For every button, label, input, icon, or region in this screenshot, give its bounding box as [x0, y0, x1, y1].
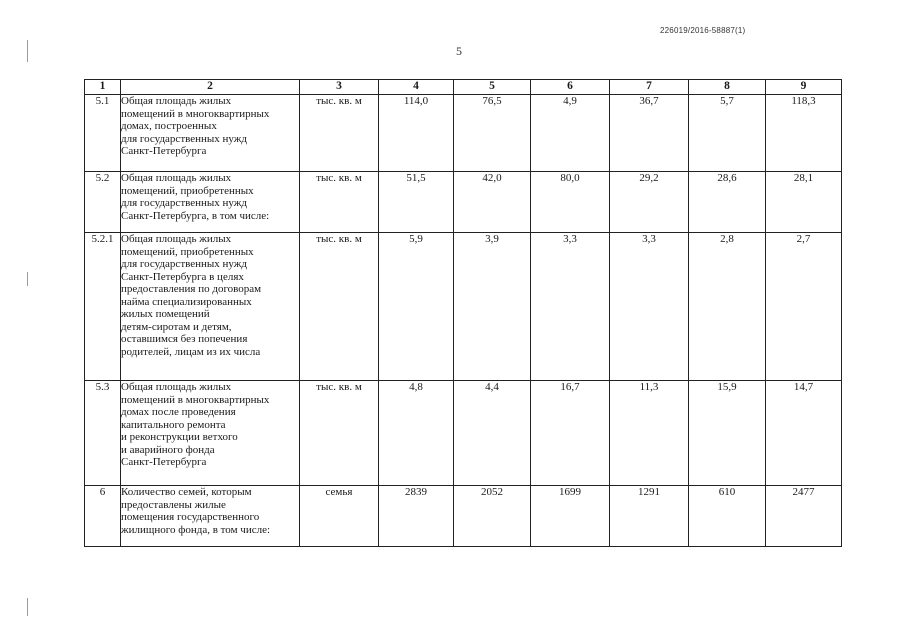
- indicator-line: помещений, приобретенных: [121, 184, 254, 197]
- indicator-line: жилищного фонда, в том числе:: [121, 523, 271, 536]
- value-cell: 4,4: [454, 381, 531, 486]
- value-cell: 118,3: [766, 95, 842, 172]
- row-number: 5.2: [85, 172, 121, 233]
- column-header: 4: [379, 80, 454, 95]
- value-cell: 2,8: [689, 233, 766, 381]
- indicator-line: жилых помещений: [121, 308, 210, 320]
- value-cell: 15,9: [689, 381, 766, 486]
- column-header: 1: [85, 80, 121, 95]
- column-header: 8: [689, 80, 766, 95]
- value-cell: 1699: [531, 486, 610, 547]
- value-cell: 28,1: [766, 172, 842, 233]
- value-cell: 14,7: [766, 381, 842, 486]
- margin-mark: [27, 40, 28, 62]
- indicator-cell: [121, 381, 300, 486]
- indicator-line: для государственных нужд: [121, 197, 247, 209]
- value-cell: 2839: [379, 486, 454, 547]
- document-id: 226019/2016-58887(1): [660, 26, 746, 35]
- table-row: [85, 486, 842, 547]
- value-cell: 5,9: [379, 233, 454, 381]
- row-number: 5.2.1: [85, 233, 121, 381]
- column-header: 3: [300, 80, 379, 95]
- indicator-line: Количество семей, которым: [121, 486, 252, 498]
- indicator-line: Санкт-Петербурга в целях: [121, 270, 244, 283]
- value-cell: 28,6: [689, 172, 766, 233]
- value-cell: 4,8: [379, 381, 454, 486]
- value-cell: 114,0: [379, 95, 454, 172]
- indicator-line: предоставления по договорам: [121, 283, 262, 295]
- indicator-line: домах после проведения: [121, 406, 236, 418]
- unit-cell: тыс. кв. м: [300, 381, 379, 486]
- value-cell: 2052: [454, 486, 531, 547]
- indicator-line: помещений в многоквартирных: [121, 107, 270, 120]
- margin-mark: [27, 272, 28, 286]
- indicator-line: предоставлены жилые: [121, 498, 226, 511]
- value-cell: 4,9: [531, 95, 610, 172]
- column-header: 7: [610, 80, 689, 95]
- table-row: [85, 95, 842, 172]
- value-cell: 3,9: [454, 233, 531, 381]
- value-cell: 76,5: [454, 95, 531, 172]
- column-header: 6: [531, 80, 610, 95]
- unit-cell: семья: [300, 486, 379, 547]
- page-number: 5: [456, 44, 462, 58]
- indicator-line: Общая площадь жилых: [121, 95, 232, 107]
- indicator-line: Санкт-Петербурга: [121, 456, 207, 468]
- indicator-line: Санкт-Петербурга: [121, 145, 207, 157]
- value-cell: 80,0: [531, 172, 610, 233]
- indicator-line: помещений, приобретенных: [121, 245, 254, 258]
- value-cell: 51,5: [379, 172, 454, 233]
- indicator-line: и аварийного фонда: [121, 443, 215, 456]
- indicator-cell: [121, 233, 300, 381]
- value-cell: 16,7: [531, 381, 610, 486]
- indicator-line: помещений в многоквартирных: [121, 393, 270, 406]
- indicator-cell: [121, 486, 300, 547]
- value-cell: 5,7: [689, 95, 766, 172]
- value-cell: 2,7: [766, 233, 842, 381]
- indicator-cell: [121, 172, 300, 233]
- column-header: 5: [454, 80, 531, 95]
- indicator-line: Общая площадь жилых: [121, 381, 232, 393]
- value-cell: 2477: [766, 486, 842, 547]
- indicator-cell: [121, 95, 300, 172]
- row-number: 5.3: [85, 381, 121, 486]
- indicator-line: для государственных нужд: [121, 132, 247, 145]
- row-number: 5.1: [85, 95, 121, 172]
- indicator-line: родителей, лицам из их числа: [121, 345, 261, 358]
- value-cell: 1291: [610, 486, 689, 547]
- column-header: 2: [121, 80, 300, 95]
- margin-mark: [27, 598, 28, 616]
- indicator-line: Санкт-Петербурга, в том числе:: [121, 209, 270, 222]
- value-cell: 11,3: [610, 381, 689, 486]
- value-cell: 42,0: [454, 172, 531, 233]
- indicator-line: домах, построенных: [121, 120, 217, 132]
- value-cell: 3,3: [531, 233, 610, 381]
- indicator-line: найма специализированных: [121, 295, 252, 308]
- indicator-line: оставшимся без попечения: [121, 333, 248, 345]
- value-cell: 36,7: [610, 95, 689, 172]
- indicator-line: помещения государственного: [121, 511, 260, 523]
- value-cell: 610: [689, 486, 766, 547]
- column-header: 9: [766, 80, 842, 95]
- row-number: 6: [85, 486, 121, 547]
- indicator-line: Общая площадь жилых: [121, 233, 232, 245]
- unit-cell: тыс. кв. м: [300, 172, 379, 233]
- indicator-line: Общая площадь жилых: [121, 172, 232, 184]
- unit-cell: тыс. кв. м: [300, 233, 379, 381]
- value-cell: 3,3: [610, 233, 689, 381]
- unit-cell: тыс. кв. м: [300, 95, 379, 172]
- table-row: [85, 381, 842, 486]
- indicator-line: и реконструкции ветхого: [121, 431, 238, 443]
- indicator-line: капитального ремонта: [121, 418, 226, 431]
- data-table: [84, 79, 842, 547]
- table-row: [85, 172, 842, 233]
- header-row: [85, 80, 842, 95]
- indicator-line: детям-сиротам и детям,: [121, 320, 232, 333]
- value-cell: 29,2: [610, 172, 689, 233]
- indicator-line: для государственных нужд: [121, 258, 247, 270]
- table-row: [85, 233, 842, 381]
